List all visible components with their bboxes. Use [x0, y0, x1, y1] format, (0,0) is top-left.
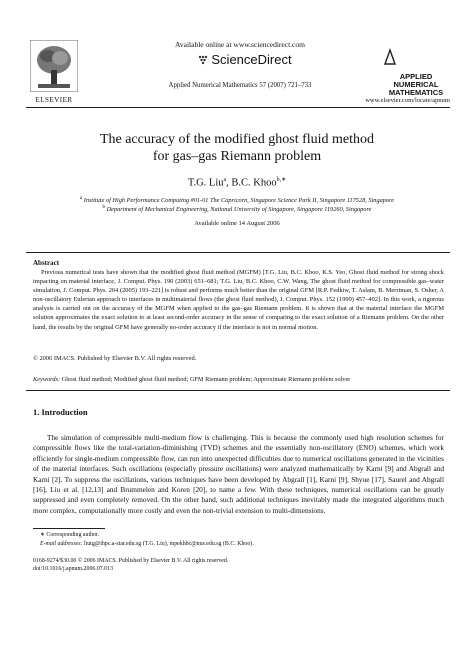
journal-logo-line-2: NUMERICAL: [393, 80, 439, 89]
sciencedirect-mark-icon: [198, 55, 208, 65]
journal-citation: Applied Numerical Mathematics 57 (2007) 721–733: [168, 82, 312, 89]
title-line-1: The accuracy of the modified ghost fluid method: [99, 132, 375, 147]
author-1-sup: a: [223, 177, 227, 183]
abstract-top-divider: [26, 252, 450, 253]
email-label: E-mail addresses:: [40, 541, 83, 547]
affiliation-a: [40, 196, 434, 204]
introduction-paragraph: The simulation of compressible multi-medium flow is challenging. This is because the commonly used high resolution schemes for compressible flows like the total-variation-diminishing (TVD) schemes and the essentially non-oscillatory (ENO) schemes, which work efficiently for single-medium compressible flow, can run into unexpected difficulties due to numerical oscillations generated in the vicinities of the material interfaces. Such oscillations (especially pressure oscillations) were analyzed mathematically by Karni [9] and Abgrall and Karni [2]. To suppress the oscillations, various techniques have been developed by Abgrall [1], Karni [9], Shyue [17], Saurel and Abgrall [16], Liu et al. [12,13] and Brummelen and Koren [20], to name a few. With these techniques, numerical oscillations can be greatly suppressed and even completely removed. On the other hand, such additional techniques inevitably made the integrated algorithms much more complex, computationally more costly and even the non-trivial extension to multi-dimensions.: [33, 433, 444, 515]
keywords: [33, 376, 444, 383]
article-title: [40, 131, 434, 165]
affiliation-b-sup: b: [102, 205, 106, 210]
journal-logo-line-1: APPLIED: [399, 72, 433, 81]
affiliation-a-text: Institute of High Performance Computing #01-01 The Capricorn, Singapore Science Park II, Singapore 117528, Singapore: [83, 197, 395, 205]
platform-name: [130, 52, 360, 67]
header-divider: [26, 107, 450, 108]
journal-logo: [383, 48, 449, 97]
issn-line: 0168-9274/$30.00 © 2006 IMACS. Published by Elsevier B.V. All rights reserved.: [33, 558, 229, 564]
abstract-copyright: © 2006 IMACS. Published by Elsevier B.V. All rights reserved.: [33, 355, 197, 362]
footnote-corresponding: [40, 532, 451, 538]
footnote-divider: [33, 528, 105, 529]
abstract-text: Previous numerical tests have shown that the modified ghost fluid method (MGFM) [T.G. Liu, B.C. Khoo, K.S. Yeo, Ghost fluid method for strong shock impacting on material interface, J. Comput. Phys. 190 (2003) 651–681; T.G. Liu, B.C. Khoo, C.W. Wang, The ghost fluid method for compressible gas–water simulation, J. Comput. Phys. 204 (2005) 193–221] is robust and performs much better than the original GFM [R.P. Fedkiw, T. Aslam, B. Merriman, S. Osher, A non-oscillatory Eulerian approach to interfaces in multimaterial flows (the ghost fluid method), J. Comput. Phys. 152 (1999) 457–492]. In this work, a rigorous analysis is carried out on the accuracy of the MGFM when applied to the gas–gas Riemann problem. It is shown that at the material interface the MGFM solution approximates the exact solution to at least second-order accuracy in the sense of comparing to the exact solution of a Riemann problem. On the other hand, the results by the original GFM have generally no-order accuracy if the interface is not in normal motion.: [33, 269, 444, 331]
footnote-star-mark: ∗: [40, 532, 45, 538]
doi-link[interactable]: doi:10.1016/j.apnum.2006.07.013: [33, 566, 114, 572]
author-2: B.C. Khoo: [231, 177, 277, 189]
author-line: [40, 176, 434, 189]
journal-logo-line-3: MATHEMATICS: [388, 88, 444, 97]
journal-logo-icon: [383, 48, 397, 66]
available-online-line: Available online at www.sciencedirect.com: [175, 40, 305, 49]
journal-url-link[interactable]: www.elsevier.com/locate/apnum: [365, 97, 450, 104]
keywords-label: Keywords:: [33, 376, 61, 383]
received-date: Available online 14 August 2006: [194, 220, 280, 227]
affiliation-b-text: Department of Mechanical Engineering, National University of Singapore, Singapore 119260, Singapore: [106, 206, 372, 214]
email-addresses[interactable]: liutg@ihpc.a-star.edu.sg (T.G. Liu), mpekhbc@nus.edu.sg (B.C. Khoo).: [83, 541, 254, 547]
section-heading: 1. Introduction: [33, 407, 88, 417]
footnote-emails: [40, 541, 451, 547]
platform-name-text: ScienceDirect: [211, 52, 292, 67]
author-separator: ,: [226, 177, 232, 189]
abstract-heading: Abstract: [33, 259, 60, 267]
affiliation-b: [40, 205, 434, 213]
footnote-corresponding-text: Corresponding author.: [46, 532, 100, 538]
abstract-bottom-divider: [26, 390, 450, 391]
author-1: T.G. Liu: [187, 177, 224, 189]
elsevier-tree-logo-icon: [30, 40, 78, 92]
title-line-2: for gas–gas Riemann problem: [152, 149, 322, 164]
affiliation-a-sup: a: [79, 196, 83, 201]
publisher-logo-label: ELSEVIER: [35, 96, 73, 104]
keywords-list: Ghost fluid method; Modified ghost fluid method; GFM Riemann problem; Approximate Riemann problem solver: [61, 376, 351, 383]
author-2-sup: b,∗: [276, 177, 287, 183]
